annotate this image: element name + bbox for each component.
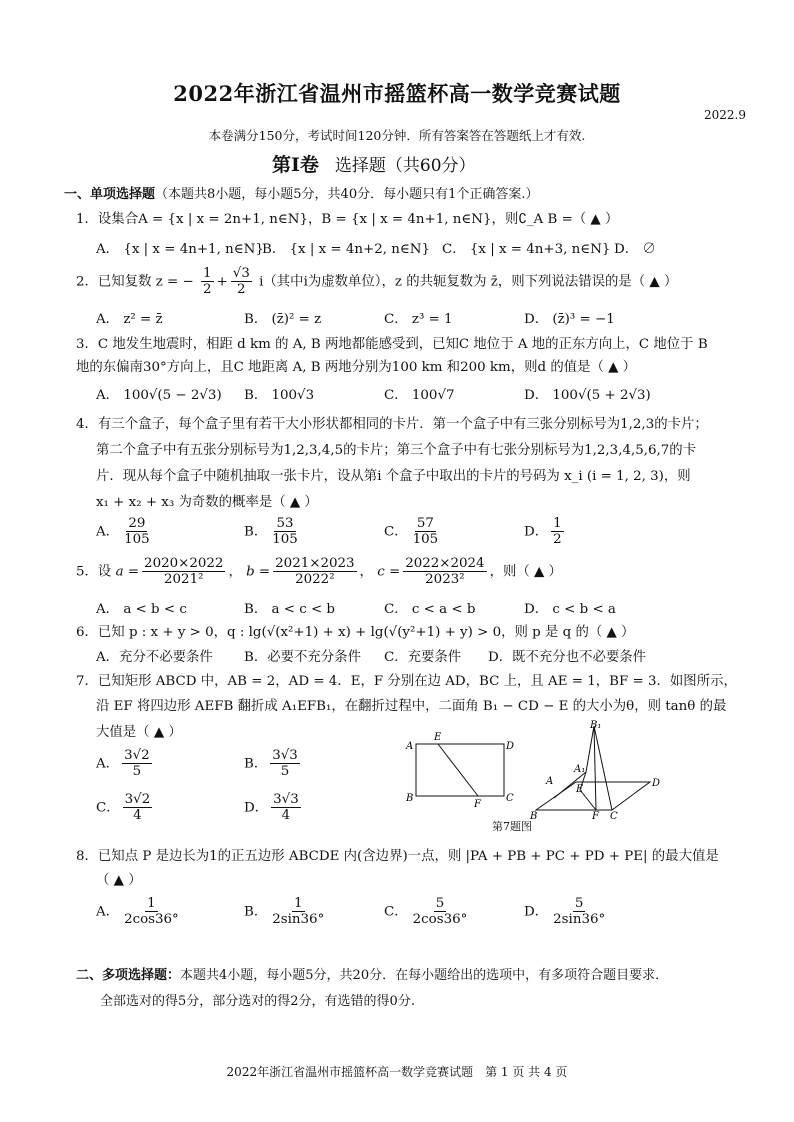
- q1-option-d: D． ∅: [614, 242, 656, 257]
- q8-option-c-den: 2cos36°: [412, 912, 468, 928]
- question-8-line-2: （ ▲ ）: [96, 873, 142, 888]
- q4-option-c: [384, 516, 443, 548]
- section-1-heading: [64, 183, 539, 202]
- q4-option-d-label: D．: [524, 524, 549, 540]
- fig2-label-f: F: [592, 811, 599, 820]
- q8-option-a-den: 2cos36°: [124, 912, 179, 928]
- q5-option-a: A． a < b < c: [96, 602, 187, 617]
- q4-option-c-den: 105: [412, 532, 439, 548]
- q5-b-lhs: b =: [246, 564, 271, 580]
- q8-option-b-num: 1: [293, 896, 303, 911]
- q1-option-b: B． {x | x = 4n+2, n∈N}: [262, 242, 431, 257]
- exam-title: 2022年浙江省温州市摇篮杯高一数学竞赛试题: [173, 81, 621, 106]
- q7-option-d-num: 3√3: [273, 792, 299, 807]
- question-6-stem: 6．已知 p : x + y > 0，q : lg(√(x²+1) + x) + lg(√(y²+1) + y) > 0，则 p 是 q 的（ ▲ ）: [76, 625, 635, 640]
- q7-option-c-den: 4: [133, 808, 142, 824]
- q4-option-d: [524, 516, 567, 548]
- q8-option-c-label: C．: [384, 904, 408, 920]
- q4-option-a: [96, 516, 155, 548]
- q3-option-c: C． 100√7: [384, 388, 455, 403]
- q7-option-b-den: 5: [280, 764, 290, 780]
- q8-option-a-label: A．: [96, 904, 120, 920]
- q2-frac-half-den: 2: [203, 282, 212, 298]
- q7-folded-figure: [529, 720, 660, 820]
- q1-option-c: C． {x | x = 4n+3, n∈N}: [442, 242, 611, 257]
- q4-option-d-num: 1: [553, 516, 562, 531]
- section-2-heading: [76, 964, 668, 983]
- q5-c-den: 2023²: [425, 572, 465, 588]
- q8-option-b-den: 2sin36°: [272, 912, 325, 928]
- question-5-stem: 5．设 a = $\frac{2020\times 2022}{\text{2021²}}$ ， b = $\frac{2021\times 2023}{\text{2022²}}$ ， c = $\frac{2022\times 2024}{\text{2023²}}$ ，则（ ▲ ）: [76, 556, 562, 588]
- question-8-line-1: 8．已知点 P 是边长为1的正五边形 ABCDE 内(含边界)一点，则 |PA + PB + PC + PD + PE| 的最大值是: [76, 849, 719, 864]
- fig1-label-d: D: [506, 741, 515, 752]
- fig1-label-a: A: [406, 741, 414, 752]
- q8-option-c-num: 5: [435, 896, 445, 911]
- q7-option-d-den: 4: [281, 808, 291, 824]
- edge-b1-f: [594, 726, 596, 810]
- q5-prefix: 5．设: [76, 564, 112, 580]
- question-2-stem: 2．已知复数 z = − $\frac{1}{2}$ + $\frac{√3}{2}$ i（其中i为虚数单位），z 的共轭复数为 z̄，则下列说法错误的是（ ▲ ）: [76, 266, 678, 298]
- section-2-scoring: 全部选对的得5分，部分选对的得2分，有选错的得0分.: [100, 994, 415, 1009]
- q7-option-b-label: B．: [244, 756, 268, 772]
- q3-option-d: D． 100√(5 + 2√3): [524, 388, 651, 403]
- q4-option-a-den: 105: [124, 532, 150, 548]
- fig2-label-a: A: [546, 776, 554, 787]
- q5-b-den: 2022²: [295, 572, 335, 588]
- fig1-label-b: B: [406, 793, 414, 804]
- q2-frac-half-num: 1: [203, 266, 212, 281]
- edge-b1-c: [594, 726, 612, 810]
- q7-option-a-den: 5: [132, 764, 142, 780]
- q6-option-d: D．既不充分也不必要条件: [488, 650, 647, 665]
- q6-option-b: B．必要不充分条件: [244, 650, 361, 665]
- section-1-desc: （本题共8小题，每小题5分，共40分．每小题只有1个正确答案.）: [155, 187, 539, 202]
- q7-option-c-num: 3√2: [124, 792, 151, 807]
- q8-option-a: [96, 896, 184, 928]
- question-4-line-1: 4．有三个盒子，每个盒子里有若干大小形状都相同的卡片．第一个盒子中有三张分别标号为1,2,3的卡片；: [76, 417, 708, 432]
- volume-heading: [272, 150, 476, 177]
- q5-option-d: D． c < b < a: [524, 602, 616, 617]
- q5-a-num: 2020×2022: [144, 556, 224, 571]
- q5-c-num: 2022×2024: [405, 556, 485, 571]
- q4-option-c-num: 57: [416, 516, 434, 531]
- q2-option-d: D． (z̄)³ = −1: [524, 312, 615, 327]
- fig1-label-e: E: [434, 732, 442, 743]
- q8-option-d-den: 2sin36°: [553, 912, 606, 928]
- q4-option-d-den: 2: [553, 532, 562, 548]
- q4-option-b: [244, 516, 303, 548]
- question-7-line-2: 沿 EF 将四边形 AEFB 翻折成 A₁EFB₁，在翻折过程中，二面角 B₁ − CD − E 的大小为θ，则 tanθ 的最: [96, 699, 727, 714]
- question-1-stem: 1．设集合A = {x | x = 2n+1, n∈N}，B = {x | x = 4n+1, n∈N}，则∁_A B =（ ▲ ）: [76, 212, 619, 227]
- q7-figure-caption: 第7题图: [492, 820, 532, 833]
- segment-ef: [438, 744, 478, 796]
- section-1-title: 一、单项选择题: [64, 187, 156, 202]
- volume-desc: 选择题（共60分）: [334, 156, 476, 176]
- edge-b1-a1: [586, 726, 594, 772]
- q7-option-b: [244, 748, 303, 780]
- q5-suffix: ，则（ ▲ ）: [489, 564, 562, 580]
- fig2-label-b: B: [530, 811, 538, 820]
- question-7-line-3: 大值是（ ▲ ）: [96, 725, 182, 740]
- fig2-label-c: C: [610, 811, 618, 820]
- q2-frac-half: [201, 266, 214, 298]
- question-7-line-1: 7．已知矩形 ABCD 中，AB = 2，AD = 4．E，F 分别在边 AD，BC 上，且 AE = 1，BF = 3．如图所示，: [76, 674, 737, 689]
- q2-frac-root3-den: 2: [237, 282, 246, 298]
- fig2-label-a1: A₁: [574, 764, 586, 775]
- question-3-line-2: 地的东偏南30°方向上，且C 地距离 A, B 两地分别为100 km 和200 km，则d 的值是（ ▲ ）: [76, 360, 637, 375]
- page-footer: 2022年浙江省温州市摇篮杯高一数学竞赛试题 第 1 页 共 4 页: [226, 1065, 568, 1079]
- q7-figure: [400, 720, 700, 820]
- q7-option-d-label: D．: [244, 800, 269, 816]
- section-2-desc: 本题共4小题，每小题5分，共20分．在每小题给出的选项中，有多项符合题目要求．: [180, 968, 669, 983]
- q8-option-b: [244, 896, 329, 928]
- q2-frac-root3: [231, 266, 252, 298]
- fig2-label-b1: B₁: [590, 720, 602, 731]
- q8-option-c: [384, 896, 472, 928]
- q2-option-c: C． z³ = 1: [384, 312, 453, 327]
- exam-instructions: 本卷满分150分，考试时间120分钟．所有答案答在答题纸上才有效.: [208, 128, 586, 143]
- q2-option-a: A． z² = z̄: [96, 312, 163, 327]
- section-2-title: 二、多项选择题：: [76, 968, 181, 983]
- fig2-label-e: E: [576, 784, 584, 795]
- q4-option-b-num: 53: [276, 516, 294, 531]
- q3-option-b: B． 100√3: [244, 388, 315, 403]
- q4-option-a-num: 29: [128, 516, 146, 531]
- q7-option-d: [244, 792, 304, 824]
- q7-option-c: [96, 792, 155, 824]
- q2-stem-pre: 2．已知复数 z = −: [76, 274, 194, 290]
- q8-option-b-label: B．: [244, 904, 268, 920]
- q6-option-a: A．充分不必要条件: [96, 650, 213, 665]
- question-4-line-4: x₁ + x₂ + x₃ 为奇数的概率是（ ▲ ）: [96, 495, 318, 510]
- rect-abcd: [416, 744, 504, 796]
- q2-option-b: B． (z̄)² = z: [244, 312, 322, 327]
- question-4-line-3: 片．现从每个盒子中随机抽取一张卡片，设从第i 个盒子中取出的卡片的号码为 x_i (i = 1, 2, 3)，则: [96, 469, 691, 484]
- fig1-label-c: C: [506, 793, 514, 804]
- q7-option-b-num: 3√3: [272, 748, 298, 763]
- q4-option-b-label: B．: [244, 524, 268, 540]
- q7-option-a: [96, 748, 155, 780]
- q1-option-a: A． {x | x = 4n+1, n∈N}: [96, 242, 264, 257]
- q3-option-a: A． 100√(5 − 2√3): [96, 388, 222, 403]
- q2-stem-post: i（其中i为虚数单位），z 的共轭复数为 z̄，则下列说法错误的是（ ▲ ）: [259, 274, 678, 290]
- q5-b-num: 2021×2023: [275, 556, 355, 571]
- q7-rectangle-figure: [405, 732, 514, 810]
- q8-option-a-num: 1: [147, 896, 156, 911]
- fig2-label-d: D: [652, 778, 661, 789]
- question-3-line-1: 3．C 地发生地震时，相距 d km 的 A, B 两地都能感受到，已知C 地位于 A 地的正东方向上，C 地位于 B: [76, 337, 708, 352]
- q5-a-den: 2021²: [164, 572, 204, 588]
- q4-option-a-label: A．: [96, 524, 120, 540]
- q7-option-c-label: C．: [96, 800, 120, 816]
- q5-option-b: B． a < c < b: [244, 602, 336, 617]
- exam-date: 2022.9: [704, 108, 746, 122]
- q5-option-c: C． c < a < b: [384, 602, 476, 617]
- q4-option-c-label: C．: [384, 524, 408, 540]
- q7-option-a-label: A．: [96, 756, 120, 772]
- volume-label: 第Ⅰ卷: [272, 154, 319, 176]
- q6-option-c: C．充要条件: [384, 650, 462, 665]
- q7-option-a-num: 3√2: [124, 748, 150, 763]
- q8-option-d: [524, 896, 610, 928]
- q4-option-b-den: 105: [272, 532, 298, 548]
- q5-c-lhs: c =: [377, 564, 401, 580]
- q2-frac-root3-num: √3: [232, 266, 250, 281]
- question-4-line-2: 第二个盒子中有五张分别标号为1,2,3,4,5的卡片；第三个盒子中有七张分别标号为1,2,3,4,5,6,7的卡: [96, 443, 697, 458]
- fig1-label-f: F: [474, 799, 481, 810]
- q8-option-d-label: D．: [524, 904, 549, 920]
- q5-a-lhs: a =: [115, 564, 140, 580]
- q8-option-d-num: 5: [574, 896, 584, 911]
